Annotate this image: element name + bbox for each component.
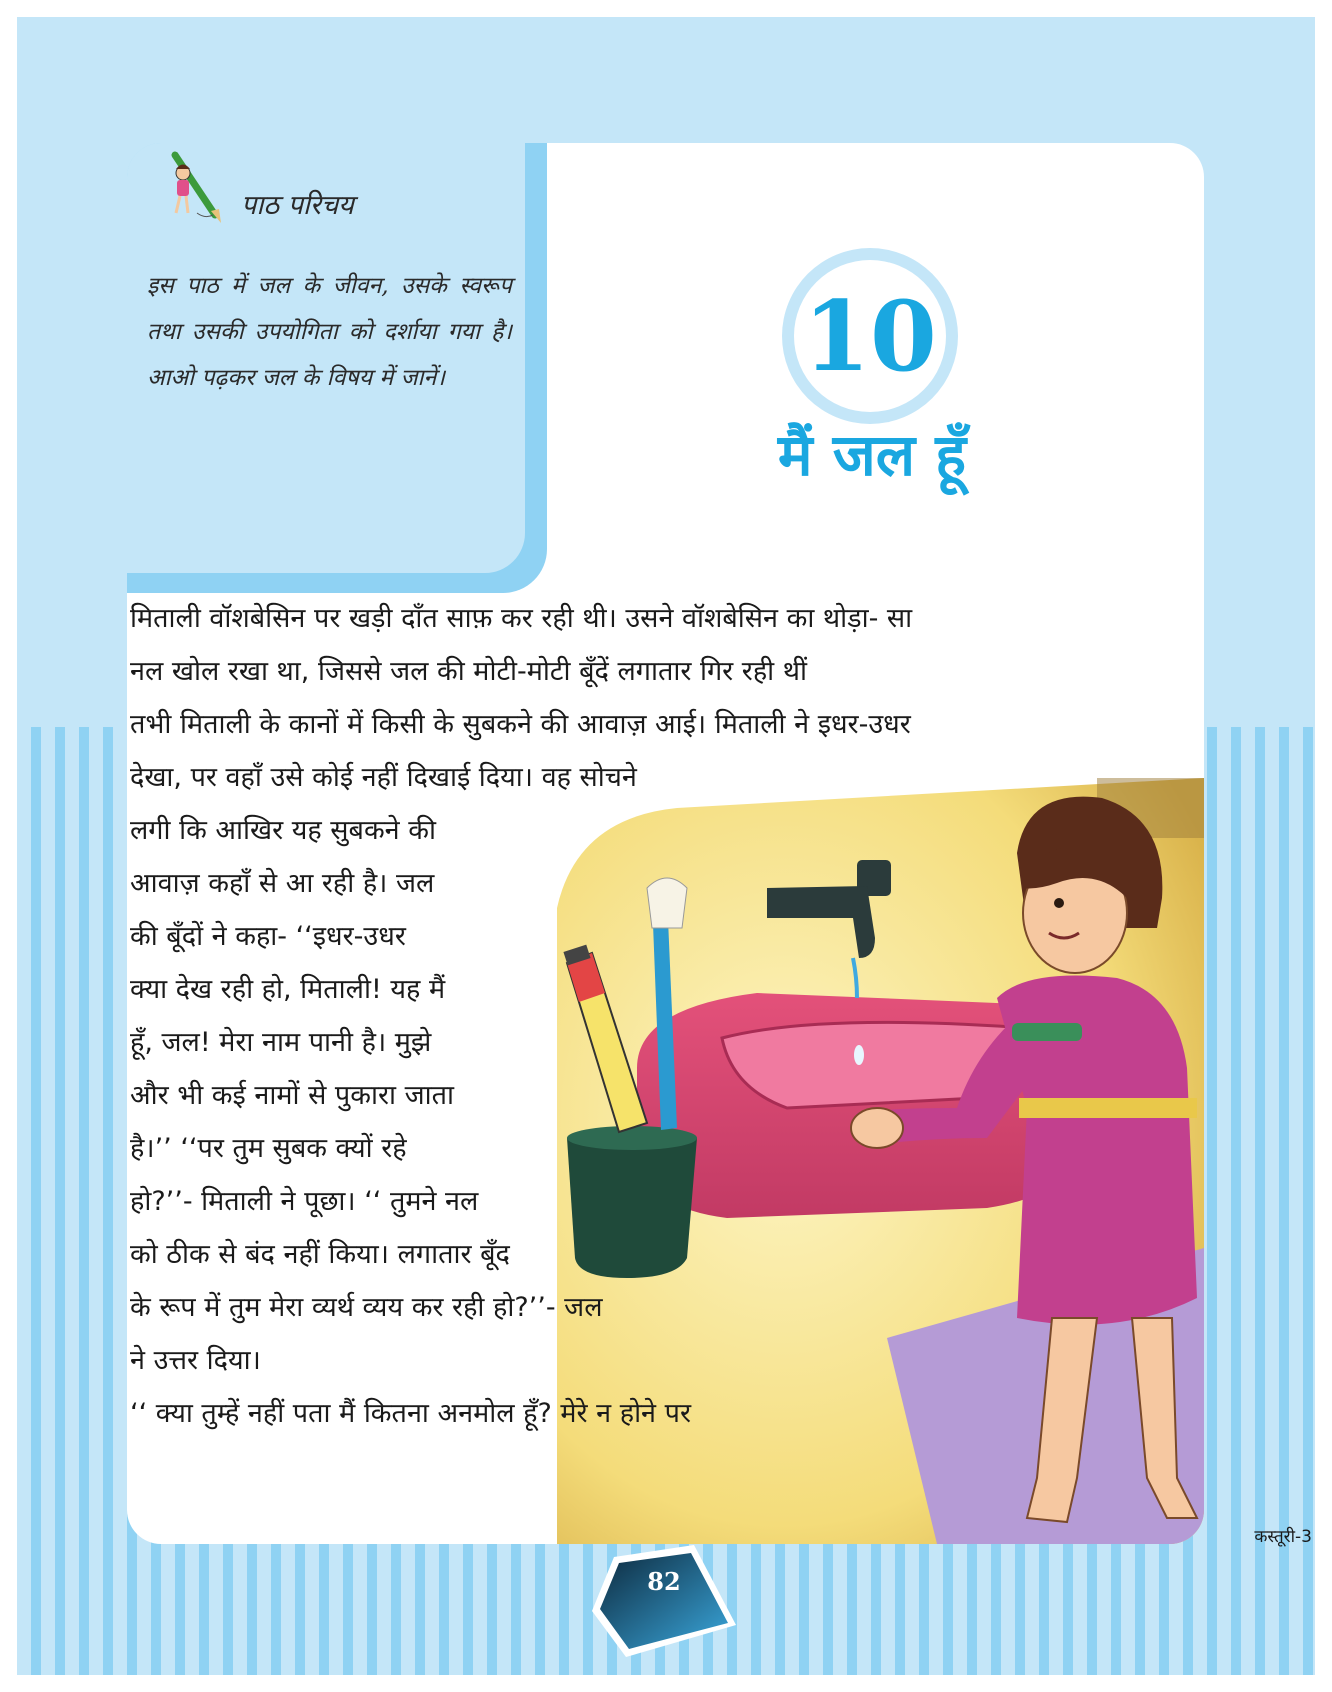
story-line: ने उत्तर दिया। bbox=[130, 1345, 261, 1376]
story-line: है।’’ ‘‘पर तुम सुबक क्यों रहे bbox=[130, 1133, 407, 1164]
story-line: क्या देख रही हो, मिताली! यह मैं bbox=[130, 974, 446, 1005]
lesson-intro-box bbox=[127, 143, 525, 573]
story-line: नल खोल रखा था, जिससे जल की मोटी-मोटी बूँदें लगातार गिर रही थीं bbox=[130, 656, 807, 687]
story-line: ‘‘ क्या तुम्हें नहीं पता मैं कितना अनमोल हूँ? मेरे न होने पर bbox=[130, 1398, 692, 1429]
pencil-girl-icon bbox=[161, 151, 225, 227]
story-line: लगी कि आखिर यह सुबकने की bbox=[130, 815, 436, 846]
book-label: कस्तूरी-3 bbox=[1254, 1527, 1312, 1547]
story-line: को ठीक से बंद नहीं किया। लगातार बूँद bbox=[130, 1239, 510, 1270]
story-line: और भी कई नामों से पुकारा जाता bbox=[130, 1080, 455, 1111]
story-line: तभी मिताली के कानों में किसी के सुबकने की आवाज़ आई। मिताली ने इधर-उधर bbox=[130, 709, 911, 740]
chapter-number-badge bbox=[782, 248, 958, 424]
story-line: हो?’’- मिताली ने पूछा। ‘‘ तुमने नल bbox=[130, 1186, 479, 1217]
story-line: मिताली वॉशबेसिन पर खड़ी दाँत साफ़ कर रही थी। उसने वॉशबेसिन का थोड़ा- सा bbox=[130, 603, 913, 634]
intro-heading: पाठ परिचय bbox=[241, 190, 354, 221]
chapter-title: मैं जल हूँ bbox=[777, 421, 967, 489]
page-number: 82 bbox=[647, 1567, 681, 1596]
story-line: देखा, पर वहाँ उसे कोई नहीं दिखाई दिया। वह सोचने bbox=[130, 762, 637, 793]
story-line: की बूँदों ने कहा- ‘‘इधर-उधर bbox=[130, 921, 406, 952]
story-line: हूँ, जल! मेरा नाम पानी है। मुझे bbox=[130, 1027, 432, 1058]
page-card bbox=[127, 143, 1204, 1544]
page-number-badge bbox=[586, 1545, 746, 1663]
story-line: के रूप में तुम मेरा व्यर्थ व्यय कर रही हो?’’- जल bbox=[130, 1292, 603, 1323]
intro-paragraph: इस पाठ में जल के जीवन, उसके स्वरूप तथा उसकी उपयोगिता को दर्शाया गया है। आओ पढ़कर जल के विषय में जानें। bbox=[147, 273, 512, 391]
chapter-number: 10 bbox=[794, 260, 946, 412]
story-line: आवाज़ कहाँ से आ रही है। जल bbox=[130, 868, 435, 899]
